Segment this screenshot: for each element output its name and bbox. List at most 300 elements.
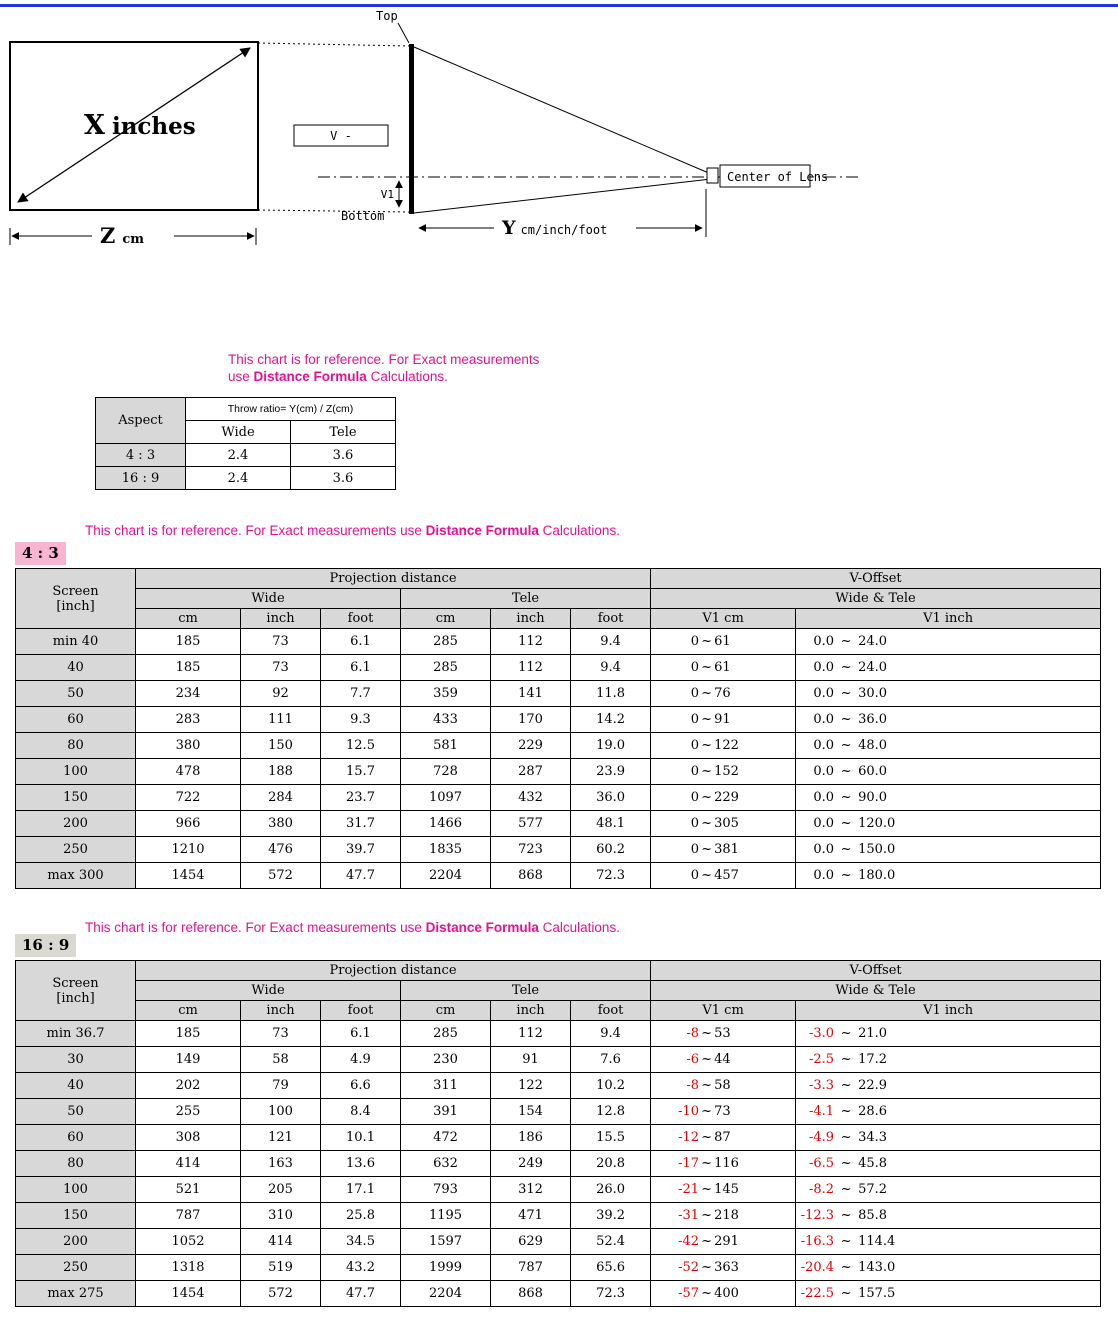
tele-header-cell: Tele — [291, 421, 396, 444]
cell-value: 112 — [518, 660, 543, 675]
table-row — [16, 733, 1101, 759]
wide-inch-cell — [241, 1125, 321, 1151]
cell-value: 0.0 — [813, 790, 835, 805]
screen-size-cell — [16, 863, 136, 889]
bottom-edge-dotted-line — [258, 210, 409, 212]
cell-value: 202 — [175, 1078, 201, 1093]
wide-foot-cell — [321, 837, 401, 863]
screen-size-cell — [16, 1073, 136, 1099]
wide-cm-cell — [136, 655, 241, 681]
cell-value: 34.3 — [858, 1130, 888, 1145]
cell-value: 2204 — [428, 1286, 463, 1301]
header-unit-foot: foot — [321, 609, 401, 629]
table-header-row — [16, 609, 1101, 629]
cell-value: 34.5 — [346, 1234, 375, 1249]
screen-size-cell — [16, 707, 136, 733]
v1-cm-cell — [651, 1255, 796, 1281]
cell-value: ~ — [840, 634, 852, 649]
wide-cm-cell — [136, 707, 241, 733]
v1-cm-cell — [651, 681, 796, 707]
cell-value: 0.0 — [813, 634, 835, 649]
tele-foot-cell — [571, 1203, 651, 1229]
cell-value: 0 — [690, 660, 700, 675]
cell-value: ~ — [840, 1260, 852, 1275]
v1-inch-cell — [796, 655, 1101, 681]
screen-size-cell — [16, 733, 136, 759]
cell-value: 728 — [433, 764, 458, 779]
cell-value: 170 — [518, 712, 543, 727]
cell-value: 572 — [268, 1286, 293, 1301]
cell-value: 632 — [433, 1156, 458, 1171]
cell-value: 380 — [268, 816, 293, 831]
cell-value: ~ — [840, 868, 852, 883]
cell-value: 121 — [268, 1130, 293, 1145]
top-tick — [398, 23, 409, 43]
table-row — [16, 811, 1101, 837]
tele-foot-cell — [571, 1021, 651, 1047]
cell-value: 112 — [518, 1026, 543, 1041]
tele-foot-cell — [571, 811, 651, 837]
wide-inch-cell — [241, 1255, 321, 1281]
cell-value: 185 — [175, 634, 201, 649]
cell-value: 150 — [268, 738, 293, 753]
table-row — [16, 629, 1101, 655]
screen-size-cell — [16, 1125, 136, 1151]
cell-value: 40 — [67, 660, 84, 675]
cell-value: ~ — [701, 660, 713, 675]
wide-cm-cell — [136, 1255, 241, 1281]
wide-foot-cell — [321, 1229, 401, 1255]
table-row — [16, 1177, 1101, 1203]
table-row — [16, 1099, 1101, 1125]
cell-value: 457 — [714, 868, 739, 883]
v1-cm-cell — [651, 863, 796, 889]
cell-value: 28.6 — [858, 1104, 888, 1119]
v1-inch-cell — [796, 1125, 1101, 1151]
cell-value: 50 — [67, 1104, 84, 1119]
wide-foot-cell — [321, 1047, 401, 1073]
wide-foot-cell — [321, 707, 401, 733]
wide-foot-cell — [321, 1203, 401, 1229]
v1-cm-cell — [651, 655, 796, 681]
wide-cm-cell — [136, 1073, 241, 1099]
cell-value: -12 — [678, 1130, 700, 1145]
cell-value: 45.8 — [858, 1156, 888, 1171]
v1-cm-cell — [651, 1177, 796, 1203]
cell-value: 91 — [522, 1052, 539, 1067]
wide-inch-cell — [241, 1177, 321, 1203]
tele-inch-cell — [491, 1047, 571, 1073]
cell-value: 4.9 — [350, 1052, 371, 1067]
cell-value: 43.2 — [346, 1260, 375, 1275]
cell-value: ~ — [701, 1260, 713, 1275]
cell-value: 73 — [272, 660, 289, 675]
cell-value: 8.4 — [350, 1104, 371, 1119]
cell-value: ~ — [701, 1078, 713, 1093]
wide-cm-cell — [136, 1021, 241, 1047]
cell-value: 14.2 — [596, 712, 626, 727]
cell-value: 0 — [690, 868, 700, 883]
lens-label: Center of Lens — [727, 170, 829, 184]
tele-inch-cell — [491, 1151, 571, 1177]
header-v-offset: V-Offset — [651, 961, 1101, 981]
cell-value: 868 — [518, 1286, 543, 1301]
header-unit-cm: cm — [136, 1001, 241, 1021]
cell-value: -10 — [678, 1104, 700, 1119]
cell-value: -52 — [678, 1260, 700, 1275]
wide-foot-cell — [321, 629, 401, 655]
tele-foot-cell — [571, 1047, 651, 1073]
wide-inch-cell — [241, 1151, 321, 1177]
throw-ratio-table — [95, 397, 396, 490]
v1-inch-cell — [796, 863, 1101, 889]
cell-value: 157.5 — [858, 1286, 896, 1301]
cell-value: 359 — [433, 686, 458, 701]
cell-value: 39.7 — [346, 842, 375, 857]
cell-value: 91 — [714, 712, 731, 727]
cell-value: 15.7 — [346, 764, 375, 779]
screen-side-bar — [409, 44, 414, 214]
wide-foot-cell — [321, 681, 401, 707]
tele-foot-cell — [571, 1073, 651, 1099]
v-offset-label: V - — [330, 129, 352, 143]
wide-inch-cell — [241, 811, 321, 837]
cell-value: 145 — [714, 1182, 739, 1197]
cell-value: 112 — [518, 634, 543, 649]
ratio-16-9-wide-cell: 2.4 — [186, 467, 291, 490]
cell-value: 36.0 — [858, 712, 888, 727]
cell-value: 100 — [268, 1104, 293, 1119]
v1-cm-cell — [651, 1047, 796, 1073]
v1-inch-cell — [796, 1099, 1101, 1125]
cell-value: 521 — [175, 1182, 201, 1197]
cell-value: 47.7 — [346, 1286, 375, 1301]
throw-ratio-header-cell: Throw ratio= Y(cm) / Z(cm) — [186, 398, 396, 421]
tele-foot-cell — [571, 1177, 651, 1203]
cell-value: ~ — [840, 660, 852, 675]
cell-value: ~ — [701, 634, 713, 649]
tele-inch-cell — [491, 1021, 571, 1047]
cell-value: 47.7 — [346, 868, 375, 883]
tele-foot-cell — [571, 1125, 651, 1151]
cell-value: ~ — [840, 1052, 852, 1067]
cell-value: 414 — [268, 1234, 293, 1249]
tele-cm-cell — [401, 733, 491, 759]
cell-value: 9.4 — [600, 660, 621, 675]
cell-value: ~ — [701, 686, 713, 701]
cell-value: ~ — [840, 1130, 852, 1145]
cell-value: 283 — [175, 712, 201, 727]
v1-inch-cell — [796, 629, 1101, 655]
tele-cm-cell — [401, 1021, 491, 1047]
tele-inch-cell — [491, 811, 571, 837]
cell-value: 868 — [518, 868, 543, 883]
cell-value: 48.0 — [858, 738, 888, 753]
screen-size-cell — [16, 1047, 136, 1073]
cell-value: ~ — [840, 1078, 852, 1093]
wide-foot-cell — [321, 733, 401, 759]
header-v-offset: V-Offset — [651, 569, 1101, 589]
v1-inch-cell — [796, 1177, 1101, 1203]
ratio-4-3-wide-cell: 2.4 — [186, 444, 291, 467]
cell-value: -20.4 — [800, 1260, 835, 1275]
wide-inch-cell — [241, 681, 321, 707]
cell-value: 1454 — [171, 1286, 205, 1301]
cell-value: -3.0 — [809, 1026, 835, 1041]
wide-cm-cell — [136, 1203, 241, 1229]
wide-foot-cell — [321, 1255, 401, 1281]
v1-inch-cell — [796, 759, 1101, 785]
tele-foot-cell — [571, 863, 651, 889]
cell-value: 60.0 — [858, 764, 888, 779]
v1-cm-cell — [651, 1099, 796, 1125]
tele-inch-cell — [491, 863, 571, 889]
wide-foot-cell — [321, 811, 401, 837]
cell-value: -16.3 — [800, 1234, 835, 1249]
wide-inch-cell — [241, 1073, 321, 1099]
cell-value: -12.3 — [800, 1208, 835, 1223]
cell-value: 25.8 — [346, 1208, 375, 1223]
tele-cm-cell — [401, 1151, 491, 1177]
cell-value: ~ — [701, 1104, 713, 1119]
tele-cm-cell — [401, 1099, 491, 1125]
v1-cm-cell — [651, 707, 796, 733]
cell-value: 24.0 — [858, 634, 888, 649]
cell-value: 310 — [268, 1208, 293, 1223]
tele-inch-cell — [491, 785, 571, 811]
y-distance-label: Ycm/inch/foot — [502, 217, 608, 239]
screen-size-cell — [16, 811, 136, 837]
wide-cm-cell — [136, 1099, 241, 1125]
table-row — [16, 1047, 1101, 1073]
cell-value: 36.0 — [596, 790, 626, 805]
cell-value: 163 — [268, 1156, 293, 1171]
cell-value: 122 — [714, 738, 739, 753]
wide-inch-cell — [241, 1229, 321, 1255]
cell-value: 305 — [714, 816, 739, 831]
tele-inch-cell — [491, 1177, 571, 1203]
cell-value: -8.2 — [809, 1182, 835, 1197]
cell-value: 966 — [175, 816, 201, 831]
v1-cm-cell — [651, 837, 796, 863]
cell-value: 13.6 — [346, 1156, 375, 1171]
tele-foot-cell — [571, 785, 651, 811]
cell-value: 7.6 — [600, 1052, 621, 1067]
wide-foot-cell — [321, 1151, 401, 1177]
v1-inch-cell — [796, 1281, 1101, 1307]
wide-cm-cell — [136, 785, 241, 811]
cell-value: 61 — [714, 660, 731, 675]
v1-inch-cell — [796, 837, 1101, 863]
table-row — [16, 759, 1101, 785]
cell-value: 19.0 — [596, 738, 626, 753]
projector-lens — [707, 168, 718, 183]
table-row — [16, 655, 1101, 681]
cell-value: min 36.7 — [46, 1026, 105, 1041]
cell-value: 6.1 — [350, 1026, 371, 1041]
cell-value: -4.9 — [809, 1130, 835, 1145]
cell-value: 100 — [63, 764, 88, 779]
ratio-row-16-9 — [96, 467, 396, 490]
cell-value: 433 — [433, 712, 458, 727]
v1-inch-cell — [796, 733, 1101, 759]
wide-inch-cell — [241, 655, 321, 681]
cell-value: 90.0 — [858, 790, 888, 805]
screen-size-cell — [16, 1203, 136, 1229]
cell-value: 285 — [433, 1026, 458, 1041]
v1-inch-cell — [796, 681, 1101, 707]
tele-inch-cell — [491, 707, 571, 733]
cell-value: ~ — [701, 1182, 713, 1197]
cell-value: 12.5 — [346, 738, 375, 753]
cell-value: 291 — [714, 1234, 739, 1249]
cell-value: 249 — [518, 1156, 543, 1171]
cell-value: 250 — [63, 842, 88, 857]
tele-cm-cell — [401, 1047, 491, 1073]
cell-value: max 275 — [47, 1286, 104, 1301]
cell-value: ~ — [840, 1208, 852, 1223]
cell-value: ~ — [701, 1234, 713, 1249]
tele-cm-cell — [401, 759, 491, 785]
tele-foot-cell — [571, 837, 651, 863]
cell-value: 76 — [714, 686, 731, 701]
cell-value: ~ — [840, 686, 852, 701]
cell-value: ~ — [701, 1130, 713, 1145]
screen-size-cell — [16, 837, 136, 863]
cell-value: 6.6 — [350, 1078, 371, 1093]
v1-inch-cell — [796, 1151, 1101, 1177]
cell-value: 188 — [268, 764, 293, 779]
cell-value: 73 — [714, 1104, 731, 1119]
projection-cone-upper — [414, 47, 711, 174]
cell-value: 0.0 — [813, 764, 835, 779]
cell-value: 476 — [268, 842, 293, 857]
cell-value: 363 — [714, 1260, 739, 1275]
cell-value: ~ — [701, 738, 713, 753]
reference-note-16-9: This chart is for reference. For Exact measurements use Distance Formula Calculations. — [85, 920, 620, 935]
top-edge-dotted-line — [258, 43, 409, 46]
section-16-9 — [0, 919, 1118, 1307]
cell-value: 793 — [433, 1182, 458, 1197]
cell-value: -2.5 — [809, 1052, 835, 1067]
cell-value: 0.0 — [813, 842, 835, 857]
wide-inch-cell — [241, 1047, 321, 1073]
bottom-label: Bottom — [341, 209, 385, 223]
cell-value: ~ — [701, 868, 713, 883]
screen-size-cell — [16, 785, 136, 811]
table-row — [16, 785, 1101, 811]
cell-value: ~ — [701, 764, 713, 779]
cell-value: ~ — [701, 842, 713, 857]
v1-cm-cell — [651, 1229, 796, 1255]
table-row — [16, 1255, 1101, 1281]
cell-value: 0 — [690, 816, 700, 831]
screen-size-cell — [16, 1099, 136, 1125]
table-row — [16, 1073, 1101, 1099]
table-row — [16, 1229, 1101, 1255]
cell-value: 229 — [714, 790, 739, 805]
wide-inch-cell — [241, 1281, 321, 1307]
table-row — [16, 837, 1101, 863]
header-unit-cm: cm — [401, 1001, 491, 1021]
cell-value: 0.0 — [813, 660, 835, 675]
ratio-header-row — [96, 398, 396, 421]
cell-value: -4.1 — [809, 1104, 835, 1119]
cell-value: 152 — [714, 764, 739, 779]
cell-value: 380 — [175, 738, 201, 753]
cell-value: 414 — [175, 1156, 201, 1171]
cell-value: 0 — [690, 790, 700, 805]
header-projection-distance: Projection distance — [136, 569, 651, 589]
cell-value: ~ — [701, 1286, 713, 1301]
table-row — [16, 681, 1101, 707]
screen-size-cell — [16, 1151, 136, 1177]
cell-value: 39.2 — [596, 1208, 626, 1223]
cell-value: ~ — [701, 1156, 713, 1171]
cell-value: -22.5 — [800, 1286, 835, 1301]
table-row — [16, 1151, 1101, 1177]
cell-value: 471 — [518, 1208, 543, 1223]
cell-value: -21 — [678, 1182, 700, 1197]
cell-value: 284 — [268, 790, 293, 805]
v1-cm-cell — [651, 811, 796, 837]
v1-cm-cell — [651, 1281, 796, 1307]
tele-foot-cell — [571, 1281, 651, 1307]
cell-value: 10.2 — [596, 1078, 626, 1093]
cell-value: 255 — [175, 1104, 201, 1119]
cell-value: 72.3 — [596, 1286, 626, 1301]
cell-value: 30.0 — [858, 686, 888, 701]
v1-label: V1 — [380, 188, 394, 201]
v1-cm-cell — [651, 1125, 796, 1151]
wide-foot-cell — [321, 1073, 401, 1099]
cell-value: 26.0 — [596, 1182, 626, 1197]
screen-size-cell — [16, 629, 136, 655]
tele-cm-cell — [401, 655, 491, 681]
cell-value: 1318 — [171, 1260, 205, 1275]
cell-value: 432 — [518, 790, 543, 805]
tele-inch-cell — [491, 1099, 571, 1125]
header-projection-distance: Projection distance — [136, 961, 651, 981]
note-line-1: This chart is for reference. For Exact measurements — [228, 352, 540, 367]
header-wide-tele: Wide & Tele — [651, 981, 1101, 1001]
cell-value: -31 — [678, 1208, 700, 1223]
cell-value: 30 — [67, 1052, 84, 1067]
tele-cm-cell — [401, 785, 491, 811]
v1-cm-cell — [651, 1203, 796, 1229]
aspect-label-16-9: 16 : 9 — [15, 934, 76, 957]
ratio-4-3-tele-cell: 3.6 — [291, 444, 396, 467]
cell-value: 0.0 — [813, 868, 835, 883]
screen-size-cell — [16, 1255, 136, 1281]
cell-value: 581 — [433, 738, 458, 753]
cell-value: 58 — [272, 1052, 289, 1067]
header-unit-foot: foot — [321, 1001, 401, 1021]
cell-value: 0 — [690, 738, 700, 753]
tele-cm-cell — [401, 863, 491, 889]
header-v1-inch: V1 inch — [796, 1001, 1101, 1021]
tele-cm-cell — [401, 1203, 491, 1229]
wide-foot-cell — [321, 1177, 401, 1203]
header-unit-cm: cm — [136, 609, 241, 629]
aspect-label-4-3: 4 : 3 — [15, 542, 66, 565]
cell-value: max 300 — [47, 868, 104, 883]
aspect-4-3-cell: 4 : 3 — [96, 444, 186, 467]
tele-foot-cell — [571, 1255, 651, 1281]
tele-foot-cell — [571, 629, 651, 655]
tele-cm-cell — [401, 681, 491, 707]
cell-value: -8 — [686, 1078, 700, 1093]
